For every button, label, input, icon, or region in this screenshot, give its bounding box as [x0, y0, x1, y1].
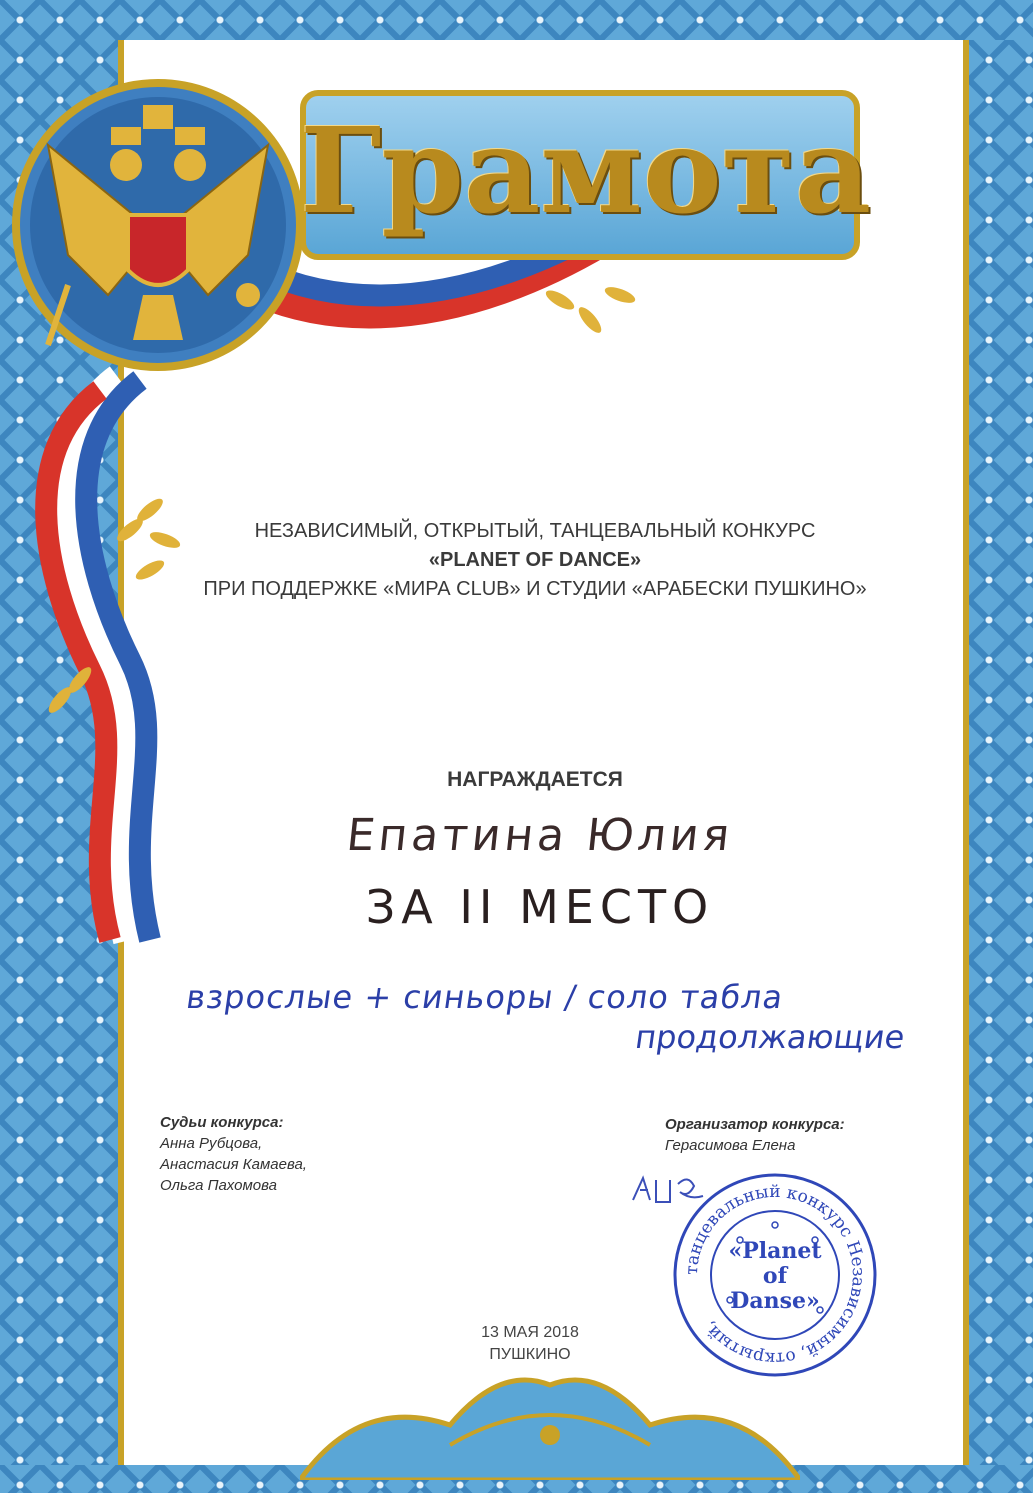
contest-support-line: ПРИ ПОДДЕРЖКЕ «МИРА CLUB» И СТУДИИ «АРАБЕСКИ ПУШКИНО» [203, 578, 867, 600]
organizer-title: Организатор конкурса: [665, 1116, 845, 1133]
stamp-center-line: «Planet [728, 1238, 822, 1264]
coat-of-arms-icon [8, 65, 318, 385]
date-block [420, 1322, 640, 1366]
stamp-center-line: Danse» [730, 1288, 820, 1314]
award-category-level: продолжающие [632, 1018, 908, 1056]
bottom-ornament [300, 1355, 800, 1480]
organizer-block [665, 1114, 845, 1156]
award-place: ЗА II МЕСТО [365, 880, 715, 934]
judge-name: Ольга Пахомова [160, 1177, 277, 1194]
ornament-border-top [0, 0, 1033, 40]
stamp-ring-path: танцевальный конкурс Независимый, открытый, [681, 1181, 869, 1369]
judge-name: Анастасия Камаева, [160, 1156, 307, 1173]
contest-title: «PLANET OF DANCE» [428, 549, 642, 571]
recipient-name: Епатина Юлия [344, 810, 736, 861]
judges-title: Судьи конкурса: [160, 1114, 284, 1131]
certificate-title: Грамота [300, 101, 872, 240]
organizer-name: Герасимова Елена [665, 1137, 796, 1154]
awarded-label: НАГРАЖДАЕТСЯ [447, 768, 623, 791]
judge-name: Анна Рубцова, [160, 1135, 263, 1152]
stamp-center-line: of [762, 1263, 788, 1289]
contest-name-line: НЕЗАВИСИМЫЙ, ОТКРЫТЫЙ, ТАНЦЕВАЛЬНЫЙ КОНКУРС [254, 520, 816, 542]
stamp-seal [670, 1170, 880, 1380]
judges-block [160, 1112, 307, 1196]
award-category: взрослые + синьоры / соло табла [183, 978, 787, 1016]
award-city: ПУШКИНО [489, 1346, 571, 1363]
gold-frame-right [963, 40, 969, 1465]
ornament-border-right [969, 0, 1033, 1493]
award-date: 13 МАЯ 2018 [481, 1324, 579, 1341]
